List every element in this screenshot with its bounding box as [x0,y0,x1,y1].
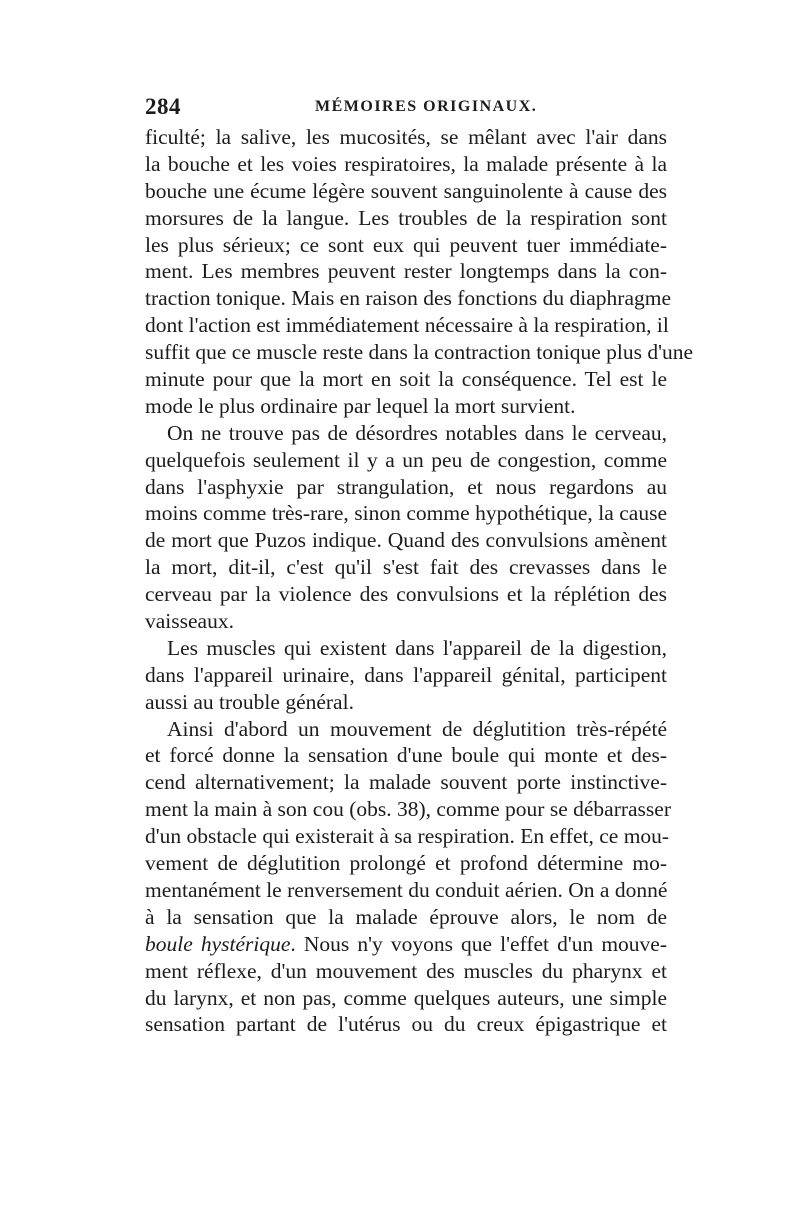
text-line: mode le plus ordinaire par lequel la mort survient. [145,393,576,418]
text-line: moins comme très-rare, sinon comme hypothétique, la cause [145,501,667,526]
text-line: ment réflexe, d'un mouvement des muscles du pharynx et [145,958,667,983]
text-line: dans l'appareil urinaire, dans l'appareil génital, participent [145,662,667,687]
text-line: vaisseaux. [145,609,234,634]
text-line-with-italic [145,931,667,958]
text-line: morsures de la langue. Les troubles de la respiration sont [145,205,667,230]
text-line: la bouche et les voies respiratoires, la malade présente à la [145,151,667,176]
page-number: 284 [145,94,181,119]
page-header [145,94,665,128]
text-line: du larynx, et non pas, comme quelques auteurs, une simple [145,985,667,1010]
body-text [145,124,693,1038]
text-line: ment. Les membres peuvent rester longtemps dans la con- [145,259,667,284]
text-line: Ainsi d'abord un mouvement de déglutition très-répété [167,716,667,741]
text-line: ment la main à son cou (obs. 38), comme pour se débarrasser [145,797,671,822]
text-line: traction tonique. Mais en raison des fonctions du diaphragme [145,286,672,311]
text-line: suffit que ce muscle reste dans la contraction tonique plus d'une [145,340,693,365]
text-line: cerveau par la violence des convulsions et la réplétion des [145,582,667,607]
text-line: Les muscles qui existent dans l'appareil de la digestion, [167,635,667,660]
text-line: cend alternativement; la malade souvent porte instinctive- [145,770,667,795]
text-line: sensation partant de l'utérus ou du creux épigastrique et [145,1012,667,1037]
text-line: aussi au trouble général. [145,689,354,714]
text-line: On ne trouve pas de désordres notables dans le cerveau, [167,420,667,445]
text-line: minute pour que la mort en soit la conséquence. Tel est le [145,367,667,392]
text-line: ficulté; la salive, les mucosités, se mêlant avec l'air dans [145,125,667,149]
text-line: d'un obstacle qui existerait à sa respiration. En effet, ce mou- [145,824,670,849]
text-line: bouche une écume légère souvent sanguinolente à cause des [145,178,667,203]
text-line: dans l'asphyxie par strangulation, et nous regardons au [145,474,667,499]
text-line: dont l'action est immédiatement nécessaire à la respiration, il [145,313,669,338]
italic-term: boule hystérique [145,931,291,956]
text-line: à la sensation que la malade éprouve alors, le nom de [145,904,667,929]
text-line: mentanément le renversement du conduit aérien. On a donné [145,877,668,902]
running-head: MÉMOIRES ORIGINAUX. [315,98,538,115]
text-line: vement de déglutition prolongé et profond détermine mo- [145,851,667,876]
text-line: la mort, dit-il, c'est qu'il s'est fait des crevasses dans le [145,555,667,580]
text-line: quelquefois seulement il y a un peu de congestion, comme [145,447,667,472]
text-line: et forcé donne la sensation d'une boule qui monte et des- [145,743,667,768]
text-line: de mort que Puzos indique. Quand des convulsions amènent [145,528,667,553]
text-line: les plus sérieux; ce sont eux qui peuvent tuer immédiate- [145,232,667,257]
text-line-rest: . Nous n'y voyons que l'effet d'un mouve- [290,931,667,956]
